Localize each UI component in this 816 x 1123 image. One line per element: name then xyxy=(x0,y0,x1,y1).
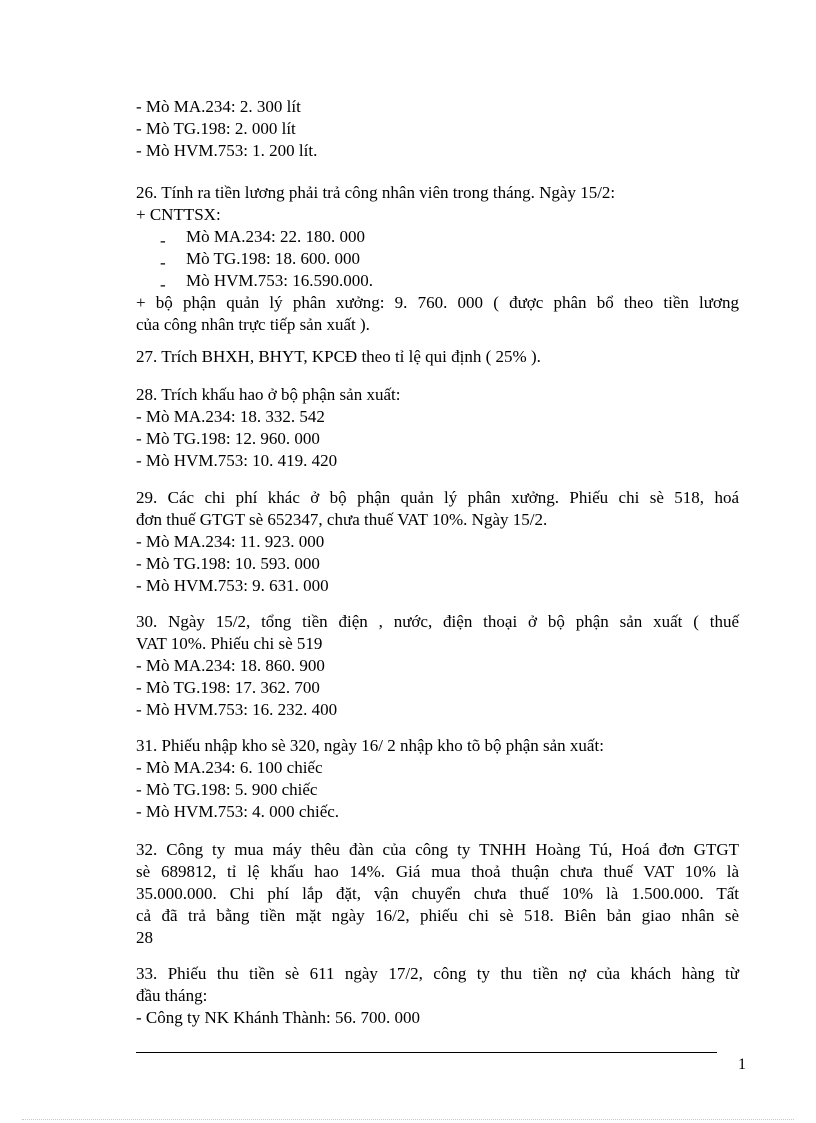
text-line xyxy=(136,450,739,472)
text-line xyxy=(136,346,739,368)
line-text: 33. Phiếu thu tiền sè 611 ngày 17/2, công ty thu tiền nợ của khách hàng từ xyxy=(136,964,739,983)
text-line xyxy=(136,182,739,204)
line-text: - Mò TG.198: 12. 960. 000 xyxy=(136,429,320,448)
line-text: - Mò MA.234: 2. 300 lít xyxy=(136,97,301,116)
line-text: Mò HVM.753: 16.590.000. xyxy=(186,271,374,290)
paragraph xyxy=(136,96,739,162)
line-text: - Mò MA.234: 6. 100 chiếc xyxy=(136,758,323,777)
text-line xyxy=(136,699,739,721)
text-line xyxy=(136,985,739,1007)
text-line xyxy=(136,575,739,597)
text-line xyxy=(136,118,739,140)
paragraph xyxy=(136,963,739,1029)
text-line xyxy=(136,509,739,531)
line-text: cả đã trả bằng tiền mặt ngày 16/2, phiếu chi sè 518. Biên bản giao nhân sè xyxy=(136,906,739,925)
line-text: - Mò TG.198: 17. 362. 700 xyxy=(136,678,320,697)
line-text: đầu tháng: xyxy=(136,986,208,1005)
line-text: Mò TG.198: 18. 600. 000 xyxy=(186,249,360,268)
text-line xyxy=(136,963,739,985)
line-text: Mò MA.234: 22. 180. 000 xyxy=(186,227,365,246)
text-line xyxy=(136,757,739,779)
page-edge-divider xyxy=(22,1119,794,1120)
text-line xyxy=(136,531,739,553)
line-text: - Mò MA.234: 18. 332. 542 xyxy=(136,407,325,426)
text-line xyxy=(136,140,739,162)
line-text: đơn thuế GTGT sè 652347, chưa thuế VAT 10%. Ngày 15/2. xyxy=(136,510,548,529)
line-text: sè 689812, tỉ lệ khấu hao 14%. Giá mua thoả thuận chưa thuế VAT 10% là xyxy=(136,862,739,881)
line-text: + CNTTSX: xyxy=(136,205,221,224)
line-text: - Mò HVM.753: 9. 631. 000 xyxy=(136,576,329,595)
line-text: VAT 10%. Phiếu chi sè 519 xyxy=(136,634,323,653)
text-line xyxy=(136,839,739,861)
line-text: - Mò TG.198: 5. 900 chiếc xyxy=(136,780,318,799)
text-line xyxy=(136,406,739,428)
sub-bullet-line xyxy=(136,270,739,292)
line-text: 32. Công ty mua máy thêu đàn của công ty TNHH Hoàng Tú, Hoá đơn GTGT xyxy=(136,840,739,859)
text-line xyxy=(136,801,739,823)
text-line xyxy=(136,428,739,450)
bullet-dash: - xyxy=(160,253,166,272)
line-text: - Mò HVM.753: 16. 232. 400 xyxy=(136,700,338,719)
footer-divider xyxy=(136,1052,717,1053)
paragraph xyxy=(136,839,739,949)
line-text: - Mò HVM.753: 1. 200 lít. xyxy=(136,141,318,160)
paragraph xyxy=(136,346,739,368)
text-line xyxy=(136,905,739,927)
line-text: 26. Tính ra tiền lương phải trả công nhân viên trong tháng. Ngày 15/2: xyxy=(136,183,616,202)
paragraph xyxy=(136,182,739,336)
text-line xyxy=(136,204,739,226)
line-text: 31. Phiếu nhập kho sè 320, ngày 16/ 2 nhập kho tõ bộ phận sản xuất: xyxy=(136,736,604,755)
paragraph xyxy=(136,735,739,823)
text-line xyxy=(136,384,739,406)
line-text: của công nhân trực tiếp sản xuất ). xyxy=(136,315,370,334)
line-text: - Công ty NK Khánh Thành: 56. 700. 000 xyxy=(136,1008,420,1027)
line-text: - Mò HVM.753: 10. 419. 420 xyxy=(136,451,338,470)
text-line xyxy=(136,1007,739,1029)
text-line xyxy=(136,677,739,699)
page-number: 1 xyxy=(738,1056,746,1073)
text-line xyxy=(136,487,739,509)
line-text: - Mò MA.234: 11. 923. 000 xyxy=(136,532,325,551)
text-line xyxy=(136,779,739,801)
text-line xyxy=(136,611,739,633)
line-text: - Mò TG.198: 2. 000 lít xyxy=(136,119,296,138)
line-text: 30. Ngày 15/2, tổng tiền điện , nước, điện thoại ở bộ phận sản xuất ( thuế xyxy=(136,612,739,631)
paragraph xyxy=(136,487,739,597)
text-line xyxy=(136,861,739,883)
sub-bullet-line xyxy=(136,248,739,270)
line-text: 35.000.000. Chi phí lắp đặt, vận chuyển chưa thuế 10% là 1.500.000. Tất xyxy=(136,884,739,903)
text-line xyxy=(136,96,739,118)
bullet-dash: - xyxy=(160,275,166,294)
paragraph xyxy=(136,384,739,472)
paragraph xyxy=(136,611,739,721)
text-line xyxy=(136,633,739,655)
line-text: 29. Các chi phí khác ở bộ phận quản lý phân xưởng. Phiếu chi sè 518, hoá xyxy=(136,488,739,507)
line-text: 27. Trích BHXH, BHYT, KPCĐ theo tỉ lệ qui định ( 25% ). xyxy=(136,347,541,366)
line-text: + bộ phận quản lý phân xưởng: 9. 760. 000 ( được phân bổ theo tiền lương xyxy=(136,293,739,312)
text-line xyxy=(136,292,739,314)
line-text: - Mò HVM.753: 4. 000 chiếc. xyxy=(136,802,340,821)
line-text: 28 xyxy=(136,928,153,947)
line-text: 28. Trích khấu hao ở bộ phận sản xuất: xyxy=(136,385,401,404)
bullet-dash: - xyxy=(160,231,166,250)
text-line xyxy=(136,553,739,575)
text-line xyxy=(136,314,739,336)
line-text: - Mò TG.198: 10. 593. 000 xyxy=(136,554,320,573)
text-line xyxy=(136,883,739,905)
sub-bullet-line xyxy=(136,226,739,248)
line-text: - Mò MA.234: 18. 860. 900 xyxy=(136,656,325,675)
text-line xyxy=(136,927,739,949)
text-line xyxy=(136,735,739,757)
text-line xyxy=(136,655,739,677)
